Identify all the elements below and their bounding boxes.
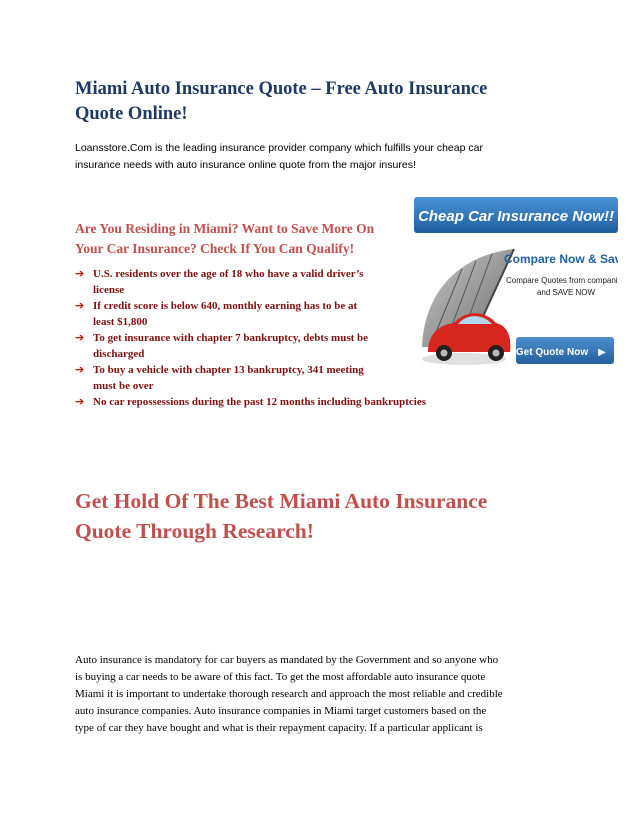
list-item-text: If credit score is below 640, monthly earning has to be at [93,300,358,312]
paragraph-line: Miami it is important to undertake thorough research and approach the most reliable and credible [75,688,503,700]
list-item-text: discharged [93,348,145,360]
qualify-heading [75,219,405,259]
ad-subtext-line1: Compare Quotes from companies [505,276,618,285]
ad-subtext-line2: and SAVE NOW [536,288,596,297]
arrow-right-icon: ➔ [75,267,85,280]
paragraph-line: Auto insurance is mandatory for car buyers as mandated by the Government and so anyone who [75,654,499,666]
list-item-text: To buy a vehicle with chapter 13 bankruptcy, 341 meeting [93,364,364,376]
arrow-right-icon: ➔ [75,331,85,344]
arrow-right-icon: ➔ [75,395,85,408]
ad-graphic [414,197,618,395]
list-item-text: least $1,800 [93,316,148,328]
page-title-line2: Quote Online! [75,104,188,124]
paragraph-line: type of car they have bought and what is their repayment capacity. If a particular applicant is [75,722,483,734]
research-heading-line2: Quote Through Research! [75,519,314,543]
ad-compare-heading: Compare Now & Save [503,252,618,266]
body-paragraph [75,652,565,737]
list-item-text: license [93,284,125,296]
list-item-text: To get insurance with chapter 7 bankruptcy, debts must be [93,332,369,344]
list-item-text: U.S. residents over the age of 18 who have a valid driver’s [93,268,364,280]
arrow-right-icon: ➔ [75,363,85,376]
get-quote-label: Get Quote Now [515,347,589,358]
list-item-text: must be over [93,380,154,392]
intro-line2: insurance needs with auto insurance online quote from the major insures! [75,159,416,171]
intro-paragraph [75,140,535,174]
page-title-line1: Miami Auto Insurance Quote – Free Auto Insurance [75,79,488,99]
intro-line1: Loansstore.Com is the leading insurance provider company which fulfills your cheap car [75,142,483,154]
paragraph-line: is buying a car needs to be aware of this fact. To get the most affordable auto insurance quote [75,671,486,683]
play-arrow-icon: ▶ [598,347,606,358]
list-item-text: No car repossessions during the past 12 months including bankruptcies [93,396,427,408]
qualify-heading-line2: Your Car Insurance? Check If You Can Qualify! [75,241,355,256]
research-heading-line1: Get Hold Of The Best Miami Auto Insurance [75,489,488,513]
qualify-heading-line1: Are You Residing in Miami? Want to Save More On [75,221,375,236]
list-item [75,394,475,410]
arrow-right-icon: ➔ [75,299,85,312]
ad-headline: Cheap Car Insurance Now!! [418,208,614,225]
paragraph-line: auto insurance companies. Auto insurance companies in Miami target customers based on the [75,705,487,717]
insurance-ad-banner[interactable] [414,197,618,395]
page-title [75,77,545,127]
research-heading [75,486,585,546]
